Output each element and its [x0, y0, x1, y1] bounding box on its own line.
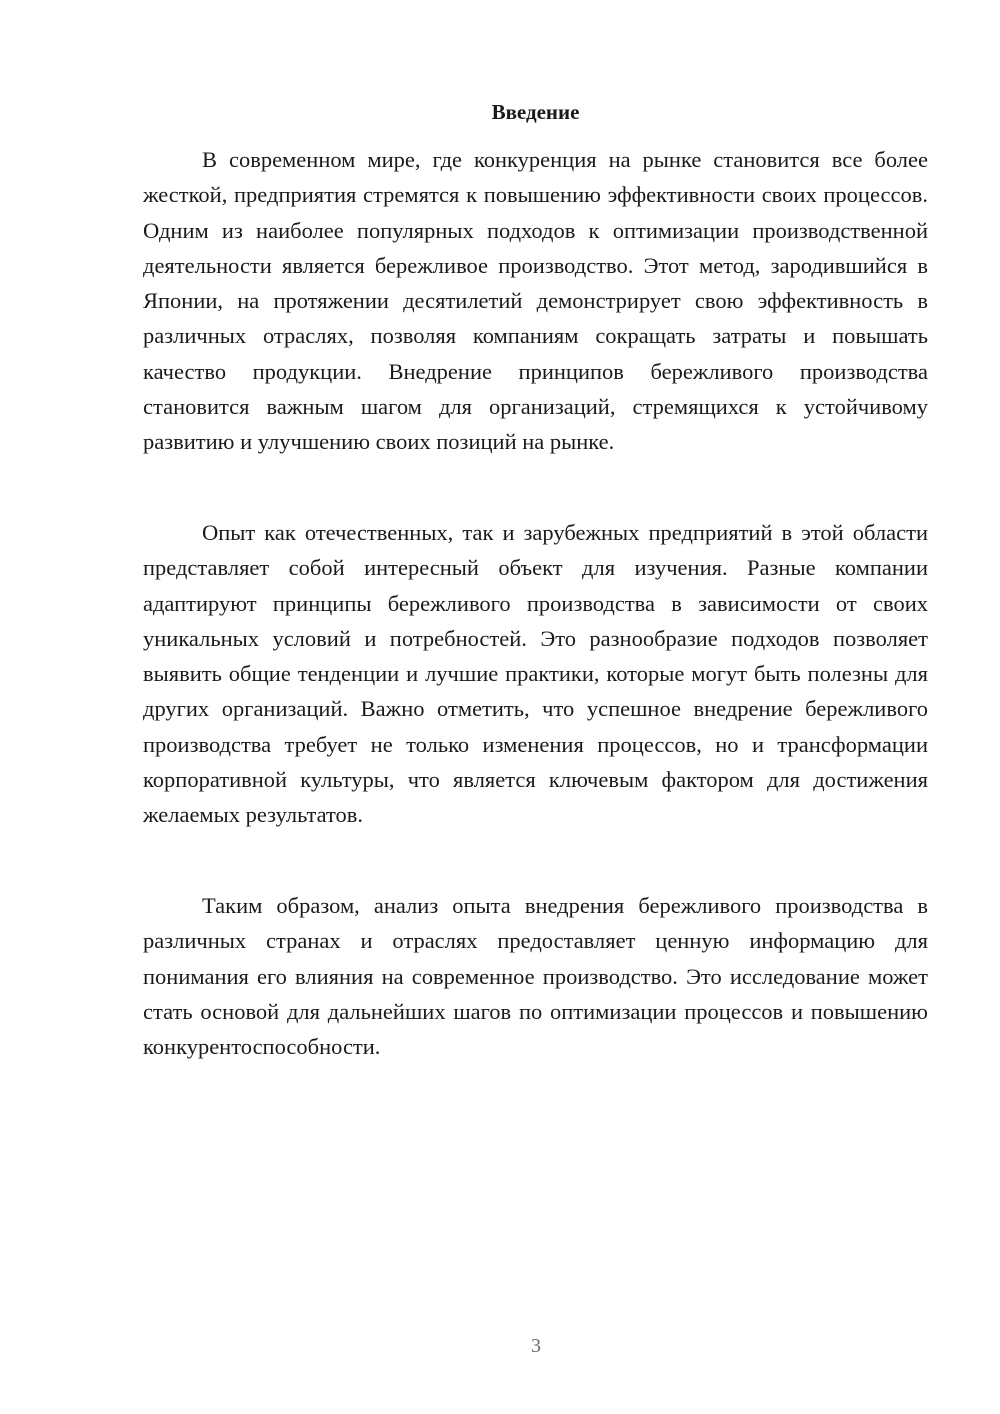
section-heading: Введение — [491, 100, 580, 124]
paragraph-2: Опыт как отечественных, так и зарубежных предприятий в этой области представляет собой интересный объект для изучения. Разные компании адаптируют принципы бережливого производства в зависимости от своих уникальных условий и потребностей. Это разнообразие подходов позволяет выявить общие тенденции и лучшие практики, которые могут быть полезны для других организаций. Важно отметить, что успешное внедрение бережливого производства требует не только изменения процессов, но и трансформации корпоративной культуры, что является ключевым фактором для достижения желаемых результатов. — [143, 520, 928, 828]
paragraph-1: В современном мире, где конкуренция на рынке становится все более жесткой, предприятия стремятся к повышению эффективности своих процессов. Одним из наиболее популярных подходов к оптимизации производственной деятельности является бережливое производство. Этот метод, зародившийся в Японии, на протяжении десятилетий демонстрирует свою эффективность в различных отраслях, позволяя компаниям сокращать затраты и повышать качество продукции. Внедрение принципов бережливого производства становится важным шагом для организаций, стремящихся к устойчивому развитию и улучшению своих позиций на рынке. — [143, 147, 928, 455]
paragraph-3: Таким образом, анализ опыта внедрения бережливого производства в различных странах и отраслях предоставляет ценную информацию для понимания его влияния на современное производство. Это исследование может стать основой для дальнейших шагов по оптимизации процессов и повышению конкурентоспособности. — [143, 893, 928, 1060]
page-number: 3 — [531, 1335, 541, 1357]
